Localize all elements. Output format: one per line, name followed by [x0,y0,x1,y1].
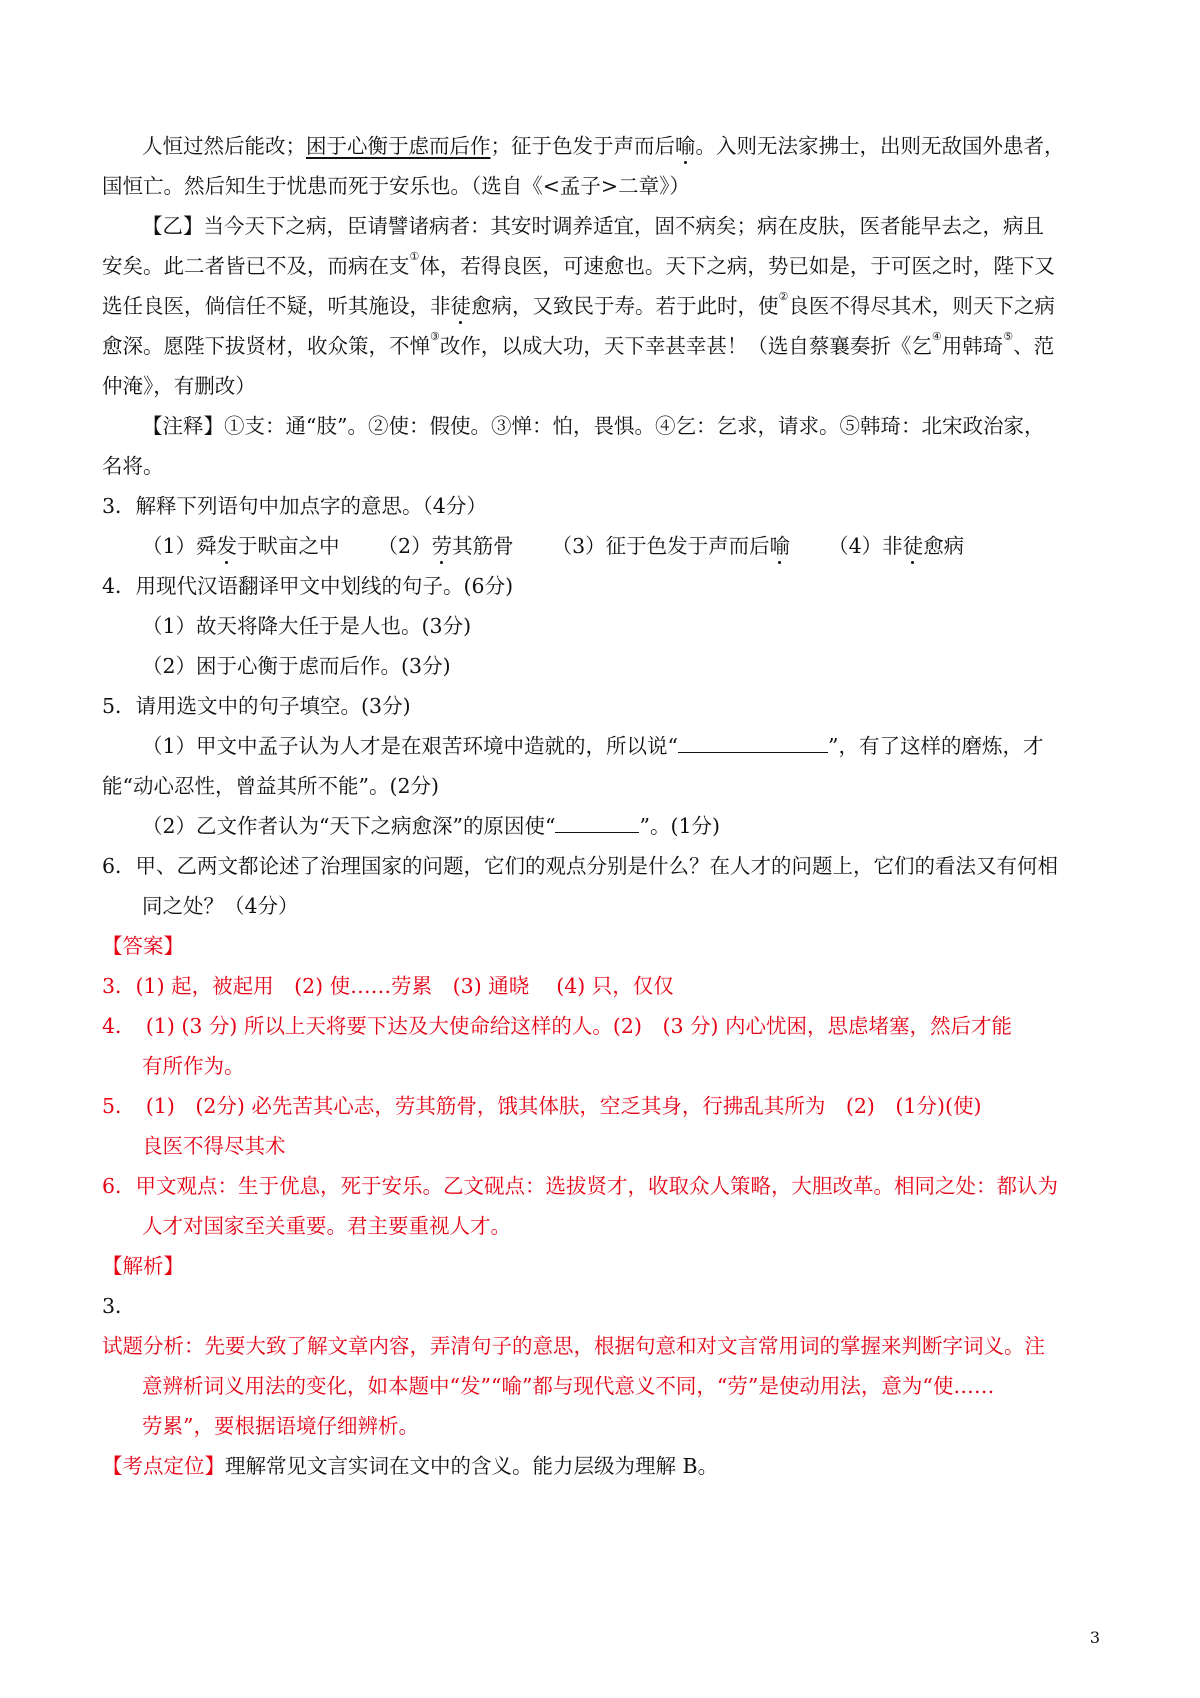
yi-line-4 [102,332,1054,360]
yi-line-2 [102,252,1055,280]
item-text: 其筋骨 [452,534,514,558]
dotted-char: 徒 [450,294,471,318]
answer-4-line-2: 有所作为。 [142,1054,245,1078]
jia-text: ；征于色发于声而后 [490,134,675,158]
answer-6-line-2: 人才对国家至关重要。君主要重视人才。 [142,1214,511,1238]
yi-text: 愈深。愿陛下拔贤材，收众策，不惮 [102,334,430,358]
dotted-char: 徒 [902,534,924,558]
yi-text: 体，若得良医，可速愈也。天下之病，势已如是，于可医之时，陛下又 [419,254,1055,278]
key-point-line [102,1452,718,1480]
answer-6-line-1: 6．甲文观点：生于优息，死于安乐。乙文砚点：选拔贤才，收取众人策略，大胆改革。相同之处：都认为 [102,1174,1059,1198]
jia-line-2: 国恒亡。然后知生于忧患而死于安乐也。（选自《<孟子>二章》） [102,174,690,198]
question-6-line-2: 同之处？（4分） [142,894,299,918]
yi-line-5: 仲淹》，有删改） [102,374,256,398]
footnote-mark: ⑤ [1003,330,1014,343]
footnote-mark: ③ [430,330,440,343]
question-4-title: 4．用现代汉语翻译甲文中划线的句子。(6分) [102,574,514,598]
yi-text: 安矣。此二者皆已不及，而病在支 [102,254,410,278]
footnote-mark: ② [778,290,789,303]
yi-text: 改作，以成大功，天下幸甚幸甚！（选自蔡襄奏折《乞 [439,334,932,358]
dotted-char: 发 [216,534,238,558]
item-text: 愈病 [923,534,965,558]
question-3-title: 3．解释下列语句中加点字的意思。（4分） [102,494,487,518]
yi-text: 、范 [1013,334,1055,358]
dotted-char: 喻 [769,534,791,558]
jia-line-1 [142,132,1065,160]
dotted-char: 喻 [675,134,696,158]
item-text: （2） [377,534,432,558]
item-text: 于畎亩之中 [237,534,340,558]
analysis-heading: 【解析】 [102,1254,184,1278]
analysis-number: 3． [102,1294,136,1318]
answer-3: 3．(1) 起，被起用 (2) 使……劳累 (3) 通晓 (4) 只，仅仅 [102,974,674,998]
footnote-mark: ④ [931,330,942,343]
question-6-line-1: 6．甲、乙两文都论述了治理国家的问题，它们的观点分别是什么？在人才的问题上，它们的看法又有何相 [102,854,1059,878]
jia-text: 人恒过然后能改； [142,134,306,158]
key-point-label: 【考点定位】 [102,1454,225,1478]
answer-5-line-2: 良医不得尽其术 [142,1134,286,1158]
dotted-char: 劳 [431,534,453,558]
notes-line-2: 名将。 [102,454,164,478]
notes-line-1: 【注释】①支：通“肢”。②使：假使。③惮：怕，畏惧。④乞：乞求，请求。⑤韩琦：北宋政治家， [142,414,1045,438]
question-5-title: 5．请用选文中的句子填空。(3分) [102,694,411,718]
fill-blank [678,732,828,753]
yi-line-3 [102,292,1055,320]
item-text: （1）舜 [142,534,217,558]
question-3-items [142,532,964,560]
item-text: （4）非 [828,534,903,558]
answer-5-line-1: 5． (1) (2分) 必先苦其心志，劳其筋骨，饿其体肤，空乏其身，行拂乱其所为 (2) (1分)(使) [102,1094,982,1118]
question-4-sub-2: （2）困于心衡于虑而后作。(3分) [142,654,451,678]
analysis-line-3: 劳累”，要根据语境仔细辨析。 [142,1414,419,1438]
yi-text: 用韩琦 [941,334,1004,358]
analysis-line-1: 试题分析：先要大致了解文章内容，弄清句子的意思，根据句意和对文言常用词的掌握来判断字词义。注 [102,1334,1045,1358]
item-text: （2）乙文作者认为“天下之病愈深”的原因使“ [142,814,556,838]
item-text: （1）甲文中孟子认为人才是在艰苦环境中造就的，所以说“ [142,734,679,758]
underlined-sentence: 困于心衡于虑而后作 [306,134,491,158]
question-5-sub-2 [142,812,720,840]
page-number: 3 [1089,1628,1100,1647]
answer-heading: 【答案】 [102,934,184,958]
fill-blank [555,812,639,833]
jia-text: 。入则无法家拂士，出则无敌国外患者， [695,134,1065,158]
yi-line-1: 【乙】当今天下之病，臣请譬诸病者：其安时调养适宜，固不病矣；病在皮肤，医者能早去之，病且 [142,214,1044,238]
footnote-mark: ① [409,250,420,263]
item-text: ”。(1分) [639,814,721,838]
key-point-text: 理解常见文言实词在文中的含义。能力层级为理解 B。 [225,1454,719,1478]
yi-text: 愈病，又致民于寿。若于此时，使 [471,294,779,318]
question-5-sub-1-cont: 能“动心忍性，曾益其所不能”。(2分) [102,774,439,798]
answer-4-line-1: 4． (1) (3 分) 所以上天将要下达及大使命给这样的人。(2) (3 分) 内心忧困，思虑堵塞，然后才能 [102,1014,1013,1038]
item-text: ”，有了这样的磨炼，才 [828,734,1044,758]
yi-text: 良医不得尽其术，则天下之病 [788,294,1055,318]
analysis-line-2: 意辨析词义用法的变化，如本题中“发”“喻”都与现代意义不同，“劳”是使动用法，意为“使…… [142,1374,995,1398]
yi-text: 选任良医，倘信任不疑，听其施设，非 [102,294,451,318]
item-text: （3）征于色发于声而后 [551,534,770,558]
question-4-sub-1: （1）故天将降大任于是人也。(3分) [142,614,472,638]
question-5-sub-1 [142,732,1044,760]
